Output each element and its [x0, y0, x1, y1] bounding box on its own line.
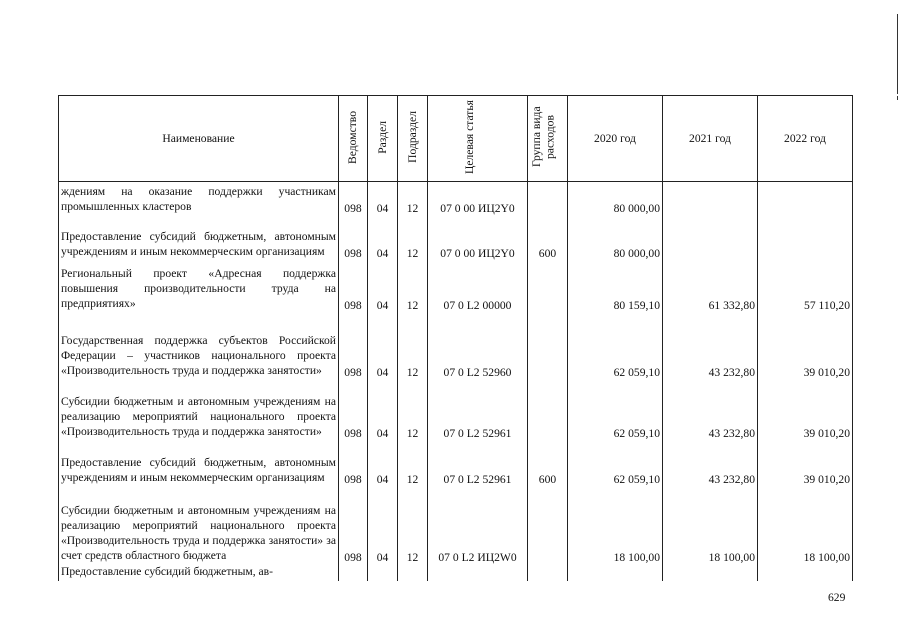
row-celevaya-statya: [428, 565, 528, 581]
header-podrazdel: Подраздел: [398, 96, 428, 182]
row-gruppa-vida: [528, 487, 568, 565]
header-2021: 2021 год: [663, 96, 758, 182]
row-razdel: 04: [368, 182, 398, 216]
row-podrazdel: 12: [398, 216, 428, 261]
right-edge-line: [897, 14, 898, 94]
header-2020: 2020 год: [568, 96, 663, 182]
table-row: [59, 487, 853, 565]
row-podrazdel: 12: [398, 441, 428, 487]
row-vedomstvo: 098: [339, 182, 368, 216]
row-2021: [663, 216, 758, 261]
row-podrazdel: 12: [398, 487, 428, 565]
row-name: Предоставление субсидий бюджетным, автономным учреждениям и иным некоммерческим организациям: [59, 216, 339, 261]
table-row: [59, 216, 853, 261]
row-celevaya-statya: 07 0 L2 00000: [428, 261, 528, 313]
row-2020: 62 059,10: [568, 380, 663, 441]
table-row: [59, 380, 853, 441]
row-2021: 18 100,00: [663, 487, 758, 565]
row-2022: [758, 565, 853, 581]
table-row: [59, 182, 853, 216]
row-2020: [568, 565, 663, 581]
row-vedomstvo: 098: [339, 441, 368, 487]
row-2021: 43 232,80: [663, 380, 758, 441]
row-name: Предоставление субсидий бюджетным, ав-: [59, 565, 339, 581]
row-razdel: 04: [368, 441, 398, 487]
row-name: Субсидии бюджетным и автономным учреждениям на реализацию мероприятий национального проекта «Производительность труда и поддержка занятости» за счет средств областного бюджета: [59, 487, 339, 565]
row-2021: 61 332,80: [663, 261, 758, 313]
table-row: [59, 313, 853, 380]
row-podrazdel: 12: [398, 380, 428, 441]
row-celevaya-statya: 07 0 00 ИЦ2Y0: [428, 182, 528, 216]
row-2020: 62 059,10: [568, 441, 663, 487]
row-razdel: 04: [368, 313, 398, 380]
row-gruppa-vida: [528, 182, 568, 216]
header-celevaya-statya: Целевая статья: [428, 96, 528, 182]
row-podrazdel: [398, 565, 428, 581]
row-gruppa-vida: [528, 380, 568, 441]
row-celevaya-statya: 07 0 L2 52961: [428, 380, 528, 441]
table-body: [59, 182, 853, 581]
row-name: Предоставление субсидий бюджетным, автономным учреждениям и иным некоммерческим организациям: [59, 441, 339, 487]
row-vedomstvo: [339, 565, 368, 581]
row-vedomstvo: 098: [339, 487, 368, 565]
row-2022: 39 010,20: [758, 441, 853, 487]
row-gruppa-vida: 600: [528, 216, 568, 261]
row-celevaya-statya: 07 0 00 ИЦ2Y0: [428, 216, 528, 261]
row-vedomstvo: 098: [339, 261, 368, 313]
row-razdel: 04: [368, 261, 398, 313]
row-gruppa-vida: [528, 313, 568, 380]
table-row: [59, 441, 853, 487]
row-celevaya-statya: 07 0 L2 ИЦ2W0: [428, 487, 528, 565]
table-header: [59, 96, 853, 182]
row-razdel: 04: [368, 487, 398, 565]
row-2021: [663, 182, 758, 216]
row-name: ждениям на оказание поддержки участникам промышленных кластеров: [59, 182, 339, 216]
row-podrazdel: 12: [398, 313, 428, 380]
header-2022: 2022 год: [758, 96, 853, 182]
row-2022: 57 110,20: [758, 261, 853, 313]
row-gruppa-vida: [528, 261, 568, 313]
row-gruppa-vida: 600: [528, 441, 568, 487]
row-celevaya-statya: 07 0 L2 52961: [428, 441, 528, 487]
row-2021: 43 232,80: [663, 441, 758, 487]
row-2021: 43 232,80: [663, 313, 758, 380]
row-name: Субсидии бюджетным и автономным учреждениям на реализацию мероприятий национального проекта «Производительность труда и поддержка занятости»: [59, 380, 339, 441]
right-edge-tick: [897, 96, 898, 100]
row-2021: [663, 565, 758, 581]
row-razdel: 04: [368, 216, 398, 261]
row-2022: 18 100,00: [758, 487, 853, 565]
row-razdel: [368, 565, 398, 581]
row-vedomstvo: 098: [339, 380, 368, 441]
row-2022: 39 010,20: [758, 380, 853, 441]
row-vedomstvo: 098: [339, 313, 368, 380]
row-2022: [758, 216, 853, 261]
row-podrazdel: 12: [398, 182, 428, 216]
row-2022: 39 010,20: [758, 313, 853, 380]
row-2020: 80 159,10: [568, 261, 663, 313]
row-celevaya-statya: 07 0 L2 52960: [428, 313, 528, 380]
row-2020: 80 000,00: [568, 216, 663, 261]
header-razdel: Раздел: [368, 96, 398, 182]
row-2022: [758, 182, 853, 216]
row-2020: 80 000,00: [568, 182, 663, 216]
row-vedomstvo: 098: [339, 216, 368, 261]
row-gruppa-vida: [528, 565, 568, 581]
table-row: [59, 261, 853, 313]
header-name: Наименование: [59, 96, 339, 182]
page-number: 629: [828, 591, 846, 604]
row-razdel: 04: [368, 380, 398, 441]
row-podrazdel: 12: [398, 261, 428, 313]
header-vedomstvo: Ведомство: [339, 96, 368, 182]
header-gruppa-vida-rashodov: Группа вида расходов: [528, 96, 568, 182]
row-2020: 62 059,10: [568, 313, 663, 380]
row-2020: 18 100,00: [568, 487, 663, 565]
row-name: Региональный проект «Адресная поддержка повышения производительности труда на предприятиях»: [59, 261, 339, 313]
header-row: [59, 96, 853, 182]
budget-table: [58, 95, 853, 581]
row-name: Государственная поддержка субъектов Российской Федерации – участников национального проекта «Производительность труда и поддержка занятости»: [59, 313, 339, 380]
table-row: [59, 565, 853, 581]
